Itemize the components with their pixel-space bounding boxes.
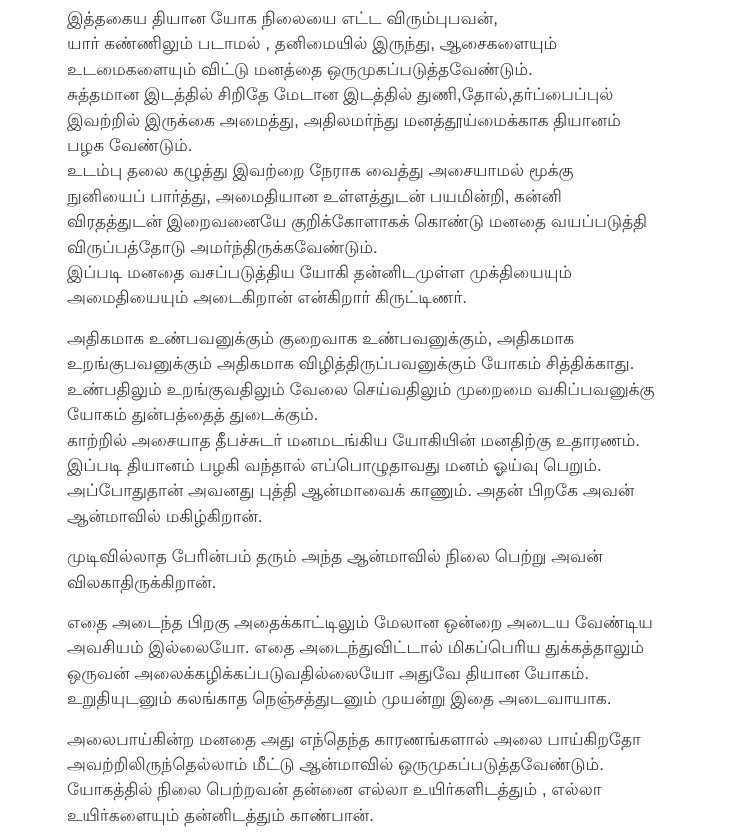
text-line: யோகத்தில் நிலை பெற்றவன் தன்னை எல்லா உயிர்களிடத்தும் , எல்லா <box>67 780 602 800</box>
text-line: உயிர்களையும் தன்னிடத்தும் காண்பான். <box>67 805 374 825</box>
text-line: உடம்பு தலை கழுத்து இவற்றை நேராக வைத்து அசையாமல் மூக்கு <box>67 161 574 181</box>
text-line: விரதத்துடன் இறைவனையே குறிக்கோளாகக் கொண்டு மனதை வயப்படுத்தி <box>67 212 648 232</box>
paragraph <box>67 6 689 311</box>
text-line: உறுதியுடனும் கலங்காத நெஞ்சத்துடனும் முயன்று இதை அடைவாயாக. <box>67 689 612 709</box>
text-line: உண்பதிலும் உறங்குவதிலும் வேலை செய்வதிலும் முறைமை வகிப்பவனுக்கு <box>67 379 655 399</box>
text-line: அப்போதுதான் அவனது புத்தி ஆன்மாவைக் காணும். அதன் பிறகே அவன் <box>67 481 635 501</box>
text-line: பழக வேண்டும். <box>67 136 193 156</box>
text-line: சுத்தமான இடத்தில் சிறிதே மேடான இடத்தில் துணி,தோல்,தர்ப்பைப்புல் <box>67 85 614 105</box>
paragraph <box>67 727 689 829</box>
text-line: ஆன்மாவில் மகிழ்கிறான். <box>67 506 263 526</box>
text-line: ஒருவன் அலைக்கழிக்கப்படுவதில்லையோ அதுவே தியான யோகம். <box>67 663 590 683</box>
text-body <box>67 6 689 828</box>
text-line: அவசியம் இல்லையோ. எதை அடைந்துவிட்டால் மிகப்பெரிய துக்கத்தாலும் <box>67 638 645 658</box>
text-line: இத்தகைய தியான யோக நிலையை எட்ட விரும்புபவன், <box>67 9 498 28</box>
text-line: முடிவில்லாத பேரின்பம் தரும் அந்த ஆன்மாவில் நிலை பெற்று அவன் <box>67 547 603 567</box>
text-line: நுனியைப் பார்த்து, அமைதியான உள்ளத்துடன் பயமின்றி, கன்னி <box>67 186 562 206</box>
text-line: இவற்றில் இருக்கை அமைத்து, அதிலமர்ந்து மனத்தூய்மைக்காக தியானம் <box>67 110 621 130</box>
text-line: உறங்குபவனுக்கும் அதிகமாக விழித்திருப்பவனுக்கும் யோகம் சித்திக்காது. <box>67 354 635 374</box>
text-line: யார் கண்ணிலும் படாமல் , தனிமையில் இருந்து, ஆசைகளையும் <box>67 34 558 54</box>
text-line: காற்றில் அசையாத தீபச்சுடர் மனமடங்கிய யோகியின் மனதிற்கு உதாரணம். <box>67 430 640 450</box>
text-line: அவற்றிலிருந்தெல்லாம் மீட்டு ஆன்மாவில் ஒருமுகப்படுத்தவேண்டும். <box>67 754 604 774</box>
text-line: விலகாதிருக்கிறான். <box>67 572 217 592</box>
text-line: இப்படி மனதை வசப்படுத்திய யோகி தன்னிடமுள்ள முக்தியையும் <box>67 263 573 283</box>
text-line: அதிகமாக உண்பவனுக்கும் குறைவாக உண்பவனுக்கும், அதிகமாக <box>67 328 575 348</box>
text-line: விருப்பத்தோடு அமர்ந்திருக்கவேண்டும். <box>67 237 378 257</box>
paragraph <box>67 544 689 595</box>
text-line: எதை அடைந்த பிறகு அதைக்காட்டிலும் மேலான ஒன்றை அடைய வேண்டிய <box>67 612 653 632</box>
text-line: உடமைகளையும் விட்டு மனத்தை ஒருமுகப்படுத்தவேண்டும். <box>67 59 533 79</box>
paragraph <box>67 610 689 712</box>
text-line: அலைபாய்கின்ற மனதை அது எந்தெந்த காரணங்களால் அலை பாய்கிறதோ <box>67 729 641 749</box>
text-line: யோகம் துன்பத்தைத் துடைக்கும். <box>67 405 319 425</box>
text-line: அமைதியையும் அடைகிறான் என்கிறார் கிருட்டிணர். <box>67 288 468 308</box>
text-line: இப்படி தியானம் பழகி வந்தால் எப்பொழுதாவது மனம் ஓய்வு பெறும். <box>67 455 602 475</box>
paragraph <box>67 326 689 529</box>
